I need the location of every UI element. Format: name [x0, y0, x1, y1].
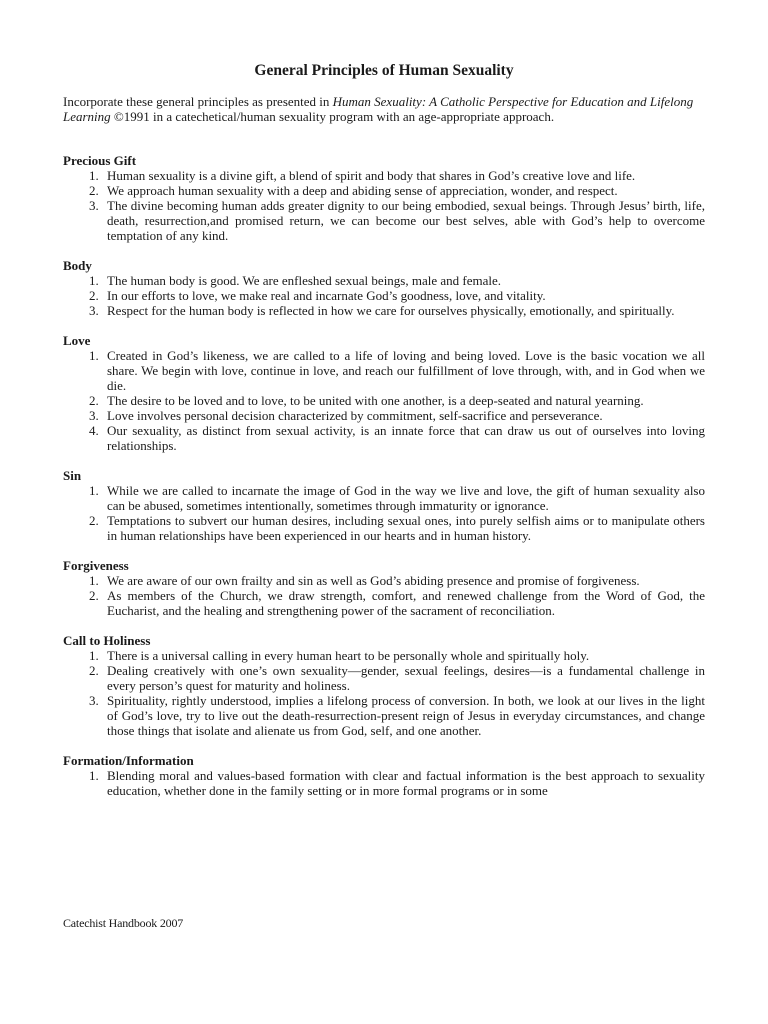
numbered-list [63, 168, 705, 243]
intro-prefix: Incorporate these general principles as presented in [63, 94, 333, 109]
list-item-number: 1. [89, 168, 99, 183]
numbered-list [63, 483, 705, 543]
intro-suffix: ©1991 in a catechetical/human sexuality program with an age-appropriate approach. [110, 109, 555, 124]
list-item [63, 303, 705, 318]
list-item-text: As members of the Church, we draw strength, comfort, and renewed challenge from the Word of God, the Eucharist, and the healing and strengthening power of the sacrament of reconciliation. [107, 588, 705, 618]
section-heading: Call to Holiness [63, 633, 151, 648]
section [63, 633, 705, 738]
list-item-text: Respect for the human body is reflected in how we care for ourselves physically, emotionally, and spiritually. [107, 303, 675, 318]
list-item-number: 2. [89, 588, 99, 603]
page-footer: Catechist Handbook 2007 [63, 916, 184, 930]
list-item-text: Temptations to subvert our human desires, including sexual ones, into purely selfish aims or to manipulate others in human relationships have been experienced in our hearts and in human history. [107, 513, 705, 543]
list-item [63, 513, 705, 543]
list-item-text: The divine becoming human adds greater dignity to our being embodied, sexual beings. Through Jesus’ birth, life, death, resurrection,and promised return, we can become our best selves, able with God’s help to overcome temptation of any kind. [107, 198, 705, 243]
list-item-text: Dealing creatively with one’s own sexuality—gender, sexual feelings, desires—is a fundamental challenge in every person’s quest for maturity and holiness. [107, 663, 705, 693]
list-item-number: 1. [89, 483, 99, 498]
sections-container [63, 153, 705, 813]
list-item [63, 483, 705, 513]
list-item-text: Created in God’s likeness, we are called to a life of loving and being loved. Love is the basic vocation we all share. We begin with love, continue in love, and reach our fulfillment of love through, with, and in God when we die. [107, 348, 705, 393]
list-item-number: 1. [89, 768, 99, 783]
list-item-number: 1. [89, 573, 99, 588]
list-item-text: We approach human sexuality with a deep and abiding sense of appreciation, wonder, and respect. [107, 183, 618, 198]
numbered-list [63, 348, 705, 453]
list-item [63, 648, 705, 663]
list-item-number: 3. [89, 303, 99, 318]
section [63, 258, 705, 318]
list-item-number: 4. [89, 423, 99, 438]
section-heading: Love [63, 333, 91, 348]
list-item [63, 168, 705, 183]
section [63, 753, 705, 798]
section-heading: Sin [63, 468, 82, 483]
list-item-number: 3. [89, 198, 99, 213]
list-item [63, 768, 705, 798]
list-item-number: 3. [89, 693, 99, 708]
list-item-text: In our efforts to love, we make real and incarnate God’s goodness, love, and vitality. [107, 288, 546, 303]
list-item-text: Human sexuality is a divine gift, a blend of spirit and body that shares in God’s creative love and life. [107, 168, 636, 183]
list-item [63, 408, 705, 423]
list-item [63, 663, 705, 693]
intro-paragraph [63, 94, 705, 124]
list-item [63, 288, 705, 303]
list-item-number: 2. [89, 183, 99, 198]
numbered-list [63, 273, 705, 318]
list-item-text: Our sexuality, as distinct from sexual activity, is an innate force that can draw us out of ourselves into loving relationships. [107, 423, 705, 453]
section-heading: Precious Gift [63, 153, 137, 168]
list-item-text: The human body is good. We are enfleshed sexual beings, male and female. [107, 273, 502, 288]
list-item-text: Love involves personal decision characterized by commitment, self-sacrifice and perseverance. [107, 408, 603, 423]
list-item [63, 273, 705, 288]
page-title: General Principles of Human Sexuality [254, 62, 514, 79]
list-item-number: 2. [89, 288, 99, 303]
section-heading: Body [63, 258, 92, 273]
list-item-number: 3. [89, 408, 99, 423]
list-item-number: 1. [89, 648, 99, 663]
list-item-text: There is a universal calling in every human heart to be personally whole and spiritually holy. [107, 648, 590, 663]
list-item-text: While we are called to incarnate the image of God in the way we live and love, the gift of human sexuality also can be abused, sometimes intentionally, sometimes through immaturity or ignorance. [107, 483, 705, 513]
list-item [63, 198, 705, 243]
list-item-text: We are aware of our own frailty and sin as well as God’s abiding presence and promise of forgiveness. [107, 573, 640, 588]
list-item [63, 423, 705, 453]
section [63, 468, 705, 543]
list-item [63, 393, 705, 408]
list-item-number: 2. [89, 663, 99, 678]
list-item-number: 2. [89, 513, 99, 528]
list-item-number: 1. [89, 273, 99, 288]
numbered-list [63, 648, 705, 738]
numbered-list [63, 573, 705, 618]
list-item-text: The desire to be loved and to love, to be united with one another, is a deep-seated and natural yearning. [107, 393, 644, 408]
list-item [63, 693, 705, 738]
numbered-list [63, 768, 705, 798]
section [63, 153, 705, 243]
list-item-text: Blending moral and values-based formation with clear and factual information is the best approach to sexuality education, whether done in the family setting or in more formal programs or in some [107, 768, 705, 798]
book-title: Human Sexuality: A Catholic Perspective for Education and Lifelong Learning [63, 94, 694, 124]
section-heading: Formation/Information [63, 753, 194, 768]
list-item-text: Spirituality, rightly understood, implies a lifelong process of conversion. In both, we look at our lives in the light of God’s love, try to live out the death-resurrection-present reign of Jesus in everyday circumstances, and change those things that isolate and alienate us from God, self, and one another. [107, 693, 705, 738]
list-item [63, 573, 705, 588]
section [63, 333, 705, 453]
list-item-number: 2. [89, 393, 99, 408]
list-item-number: 1. [89, 348, 99, 363]
list-item [63, 348, 705, 393]
section [63, 558, 705, 618]
list-item [63, 588, 705, 618]
list-item [63, 183, 705, 198]
section-heading: Forgiveness [63, 558, 129, 573]
